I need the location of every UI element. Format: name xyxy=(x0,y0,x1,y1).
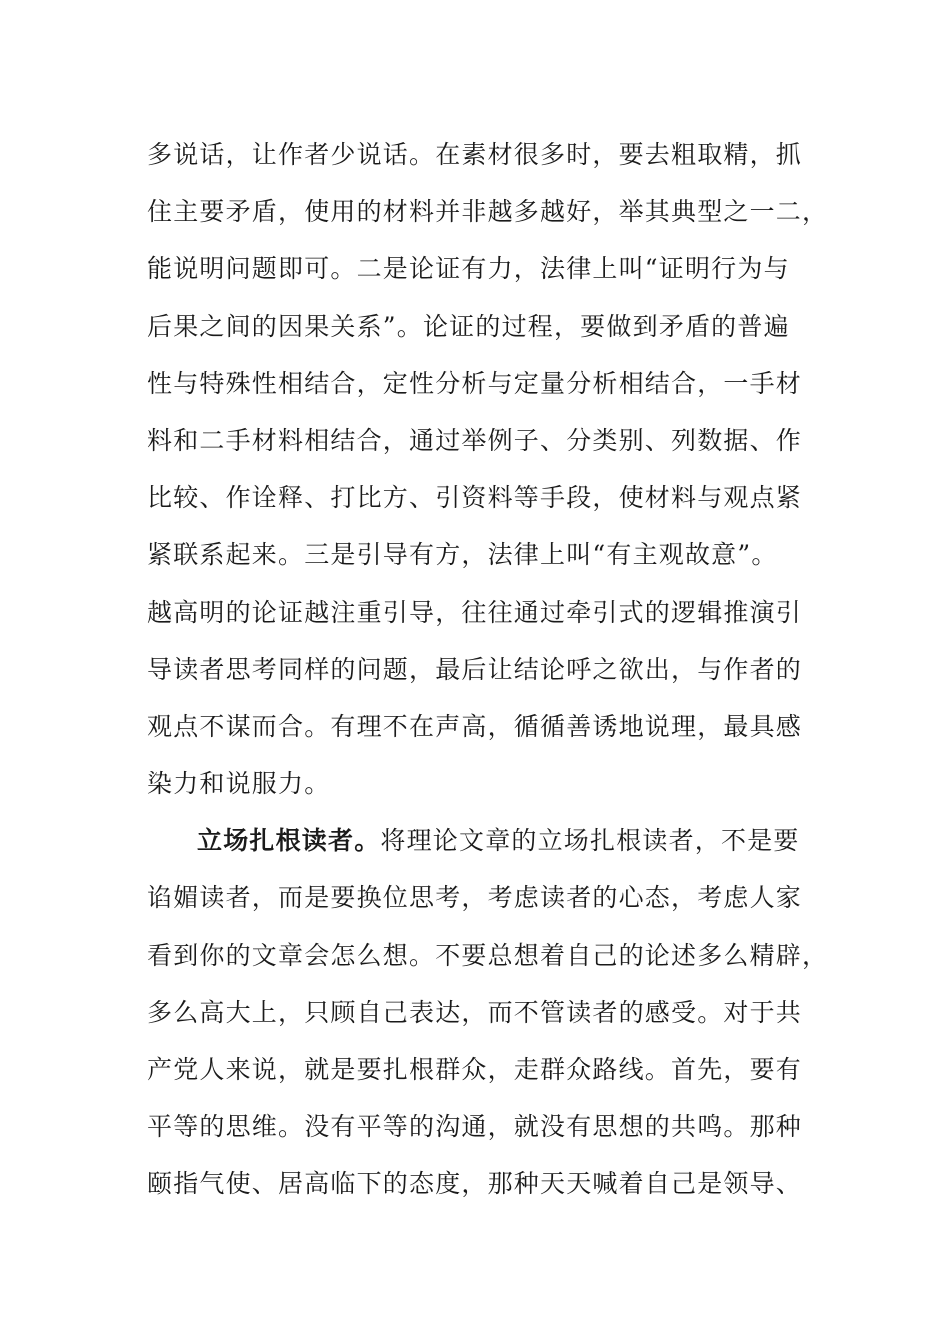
text-line: 能说明问题即可。二是论证有力，法律上叫“证明行为与 xyxy=(147,254,790,284)
text-line: 观点不谋而合。有理不在声高，循循善诱地说理，最具感 xyxy=(147,711,803,741)
body-text xyxy=(147,126,829,1213)
section-heading: 立场扎根读者。 xyxy=(197,826,381,856)
text-line: 料和二手材料相结合，通过举例子、分类别、列数据、作 xyxy=(147,425,803,455)
text-line: 谄媚读者，而是要换位思考，考虑读者的心态，考虑人家 xyxy=(147,883,803,913)
text-line: 产党人来说，就是要扎根群众，走群众路线。首先，要有 xyxy=(147,1055,803,1084)
text-line: 多么高大上，只顾自己表达，而不管读者的感受。对于共 xyxy=(147,997,803,1027)
text-line: 住主要矛盾，使用的材料并非越多越好，举其典型之一二， xyxy=(147,197,829,227)
section-first-line xyxy=(147,812,807,869)
section-first-line-text: 将理论文章的立场扎根读者，不是要 xyxy=(380,826,800,856)
text-line: 平等的思维。没有平等的沟通，就没有思想的共鸣。那种 xyxy=(147,1112,803,1142)
text-line: 颐指气使、居高临下的态度，那种天天喊着自己是领导、 xyxy=(147,1169,803,1199)
text-line: 紧联系起来。三是引导有方，法律上叫“有主观故意”。 xyxy=(147,540,778,570)
text-line: 越高明的论证越注重引导，往往通过牵引式的逻辑推演引 xyxy=(147,597,803,627)
text-line: 看到你的文章会怎么想。不要总想着自己的论述多么精辟， xyxy=(147,940,829,970)
text-line: 导读者思考同样的问题，最后让结论呼之欲出，与作者的 xyxy=(147,654,803,684)
text-line: 多说话，让作者少说话。在素材很多时，要去粗取精，抓 xyxy=(147,140,803,169)
text-line: 性与特殊性相结合，定性分析与定量分析相结合，一手材 xyxy=(147,368,803,398)
text-line: 染力和说服力。 xyxy=(147,769,331,799)
text-line: 后果之间的因果关系”。论证的过程，要做到矛盾的普遍 xyxy=(147,311,790,341)
text-line: 比较、作诠释、打比方、引资料等手段，使材料与观点紧 xyxy=(147,483,803,513)
